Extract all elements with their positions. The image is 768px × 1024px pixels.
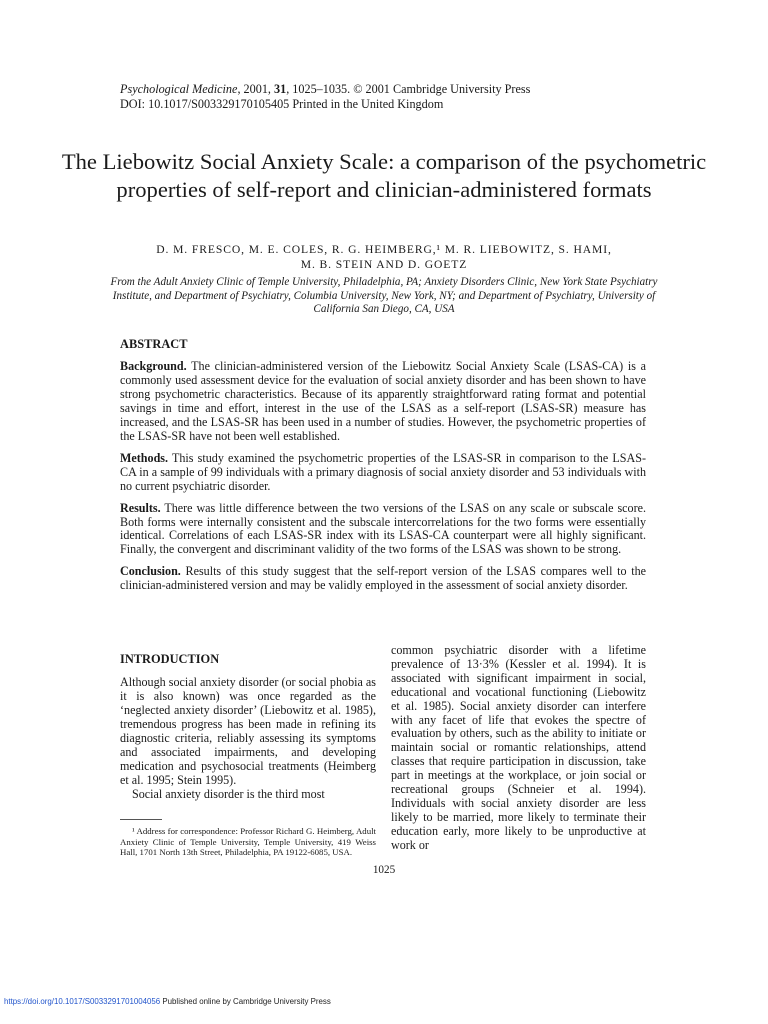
abstract-heading: ABSTRACT xyxy=(120,337,188,351)
abstract-results xyxy=(120,502,646,558)
footnote-rule xyxy=(120,819,162,820)
introduction-paragraph-1: Although social anxiety disorder (or social phobia as it is also known) was once regarded as the ‘neglected anxiety disorder’ (Liebowitz et al. 1985), tremendous progress has been made in refining its diagnostic criteria, reliably assessing its symptoms and associated impairments, and developing medication and psychosocial treatments (Heimberg et al. 1995; Stein 1995). xyxy=(120,675,376,787)
author-line-1: D. M. FRESCO, M. E. COLES, R. G. HEIMBERG,¹ M. R. LIEBOWITZ, S. HAMI, xyxy=(156,243,612,256)
introduction-paragraph-2: Social anxiety disorder is the third most xyxy=(132,787,325,801)
results-text: There was little difference between the two versions of the LSAS on any scale or subscale score. Both forms were internally consistent and the subscale intercorrelations for the two forms were essentially identical. Correlations of each LSAS-SR index with its LSAS-CA counterpart were all highly significant. Finally, the convergent and discriminant validity of the two forms of the LSAS was shown to be strong. xyxy=(120,500,646,557)
citation-pages: , 1025–1035. © 2001 Cambridge University Press xyxy=(286,82,531,96)
conclusion-text: Results of this study suggest that the self-report version of the LSAS compares well to the clinician-administered version and may be validly employed in the assessment of social anxiety disorder. xyxy=(120,564,646,593)
article-title: The Liebowitz Social Anxiety Scale: a comparison of the psychometric properties of self-report and clinician-administered formats xyxy=(61,149,707,202)
footnote: ¹ Address for correspondence: Professor Richard G. Heimberg, Adult Anxiety Clinic of Temple University, Temple University, 419 Weiss Hall, 1701 North 13th Street, Philadelphia, PA 19122-6085, USA. xyxy=(120,826,376,858)
abstract-background xyxy=(120,360,646,444)
doi-link[interactable]: https://doi.org/10.1017/S0033291701004056 xyxy=(4,997,161,1006)
conclusion-label: Conclusion. xyxy=(120,564,181,579)
citation-year: , 2001, xyxy=(237,82,274,96)
author-list xyxy=(70,243,698,272)
introduction-heading: INTRODUCTION xyxy=(120,652,220,666)
abstract-conclusion xyxy=(120,565,646,593)
doi-line: DOI: 10.1017/S003329170105405 Printed in the United Kingdom xyxy=(120,96,444,111)
left-column xyxy=(120,652,376,858)
abstract-methods xyxy=(120,452,646,494)
abstract xyxy=(120,360,646,601)
right-column xyxy=(391,644,646,853)
methods-text: This study examined the psychometric properties of the LSAS-SR in comparison to the LSAS-CA in a sample of 99 individuals with a primary diagnosis of social anxiety disorder and 53 individuals with no current psychiatric disorder. xyxy=(120,450,646,493)
introduction-continuation: common psychiatric disorder with a lifetime prevalence of 13·3% (Kessler et al. 1994). It is associated with significant impairment in social, educational and vocational functioning (Liebowitz et al. 1985). Social anxiety disorder can interfere with any facet of life that evokes the spectre of evaluation by others, such as the ability to initiate or maintain social or romantic relationships, attend classes that require participation in discussion, take part in meetings at the workplace, or join social or recreational groups (Schneier et al. 1994). Individuals with social anxiety disorder are less likely to be married, more likely to terminate their education early, more likely to be unproductive at work or xyxy=(391,643,646,852)
background-label: Background. xyxy=(120,359,187,373)
author-line-2: M. B. STEIN AND D. GOETZ xyxy=(300,257,468,271)
page-number: 1025 xyxy=(372,864,396,876)
footer-text: Published online by Cambridge University Press xyxy=(160,997,331,1006)
footer xyxy=(4,997,331,1006)
journal-name: Psychological Medicine xyxy=(120,82,238,96)
methods-label: Methods. xyxy=(120,450,169,465)
background-text: The clinician-administered version of the Liebowitz Social Anxiety Scale (LSAS-CA) is a commonly used assessment device for the evaluation of social anxiety disorder and has been shown to have strong psychometric characteristics. Because of its apparently straightforward rating format and potential savings in time and effort, interest in the use of the LSAS as a self-report (LSAS-SR) measure has increased, and the LSAS-SR has been used in a number of studies. However, the psychometric properties of the LSAS-SR have not been well established. xyxy=(120,359,646,443)
citation-volume: 31 xyxy=(274,82,287,96)
journal-citation xyxy=(120,82,530,111)
results-label: Results. xyxy=(120,500,161,515)
citation-line xyxy=(120,82,530,97)
affiliation: From the Adult Anxiety Clinic of Temple University, Philadelphia, PA; Anxiety Disorders Clinic, New York State Psychiatry Institute, and Department of Psychiatry, Columbia University, New York, NY; and Department of Psychiatry, University of California San Diego, CA, USA xyxy=(110,276,658,316)
